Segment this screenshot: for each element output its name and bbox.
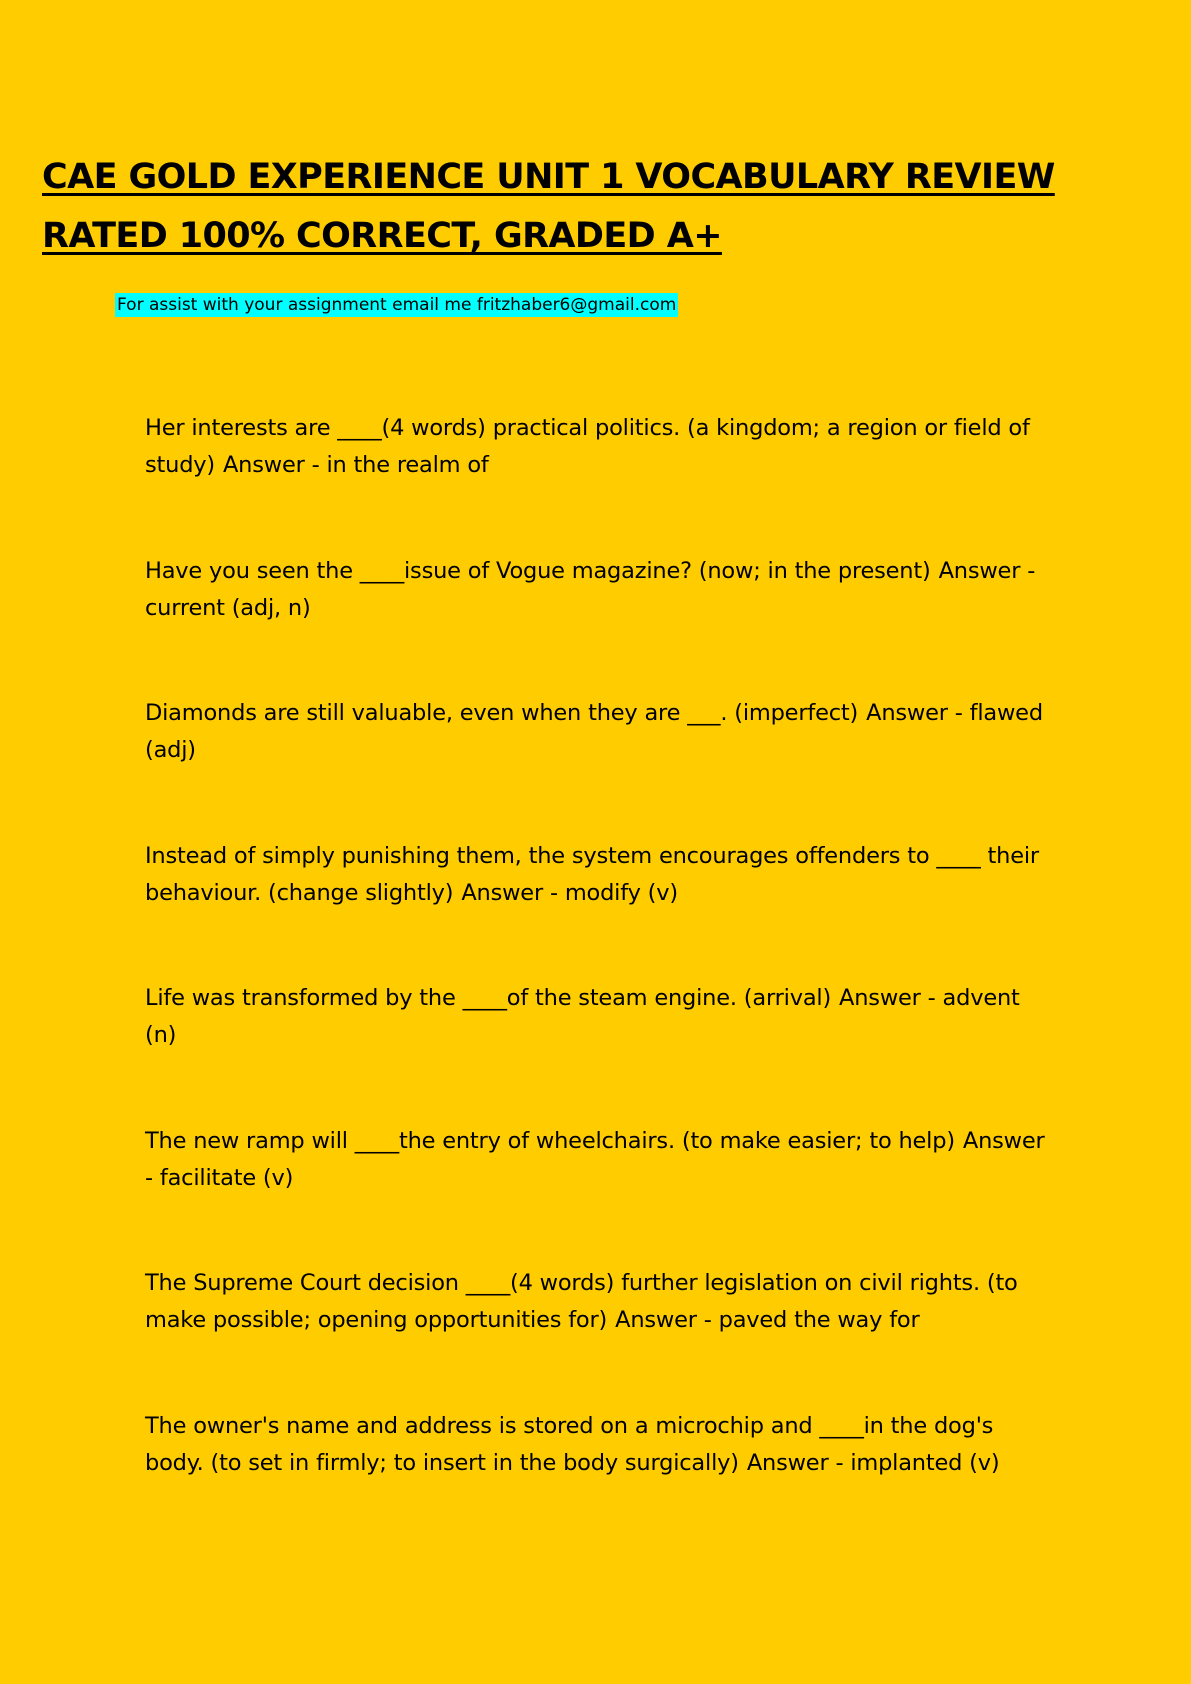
question-prompt: Her interests are ____(4 words) practical politics. (a kingdom; a region or field of study) bbox=[145, 415, 1030, 478]
question-answer: Answer - facilitate (v) bbox=[145, 1127, 1045, 1191]
question-list bbox=[145, 410, 1045, 1550]
contact-note: For assist with your assignment email me fritzhaber6@gmail.com bbox=[117, 295, 677, 315]
document-title bbox=[42, 148, 1162, 266]
question-answer: Answer - in the realm of bbox=[222, 452, 489, 478]
question-item bbox=[145, 838, 1045, 981]
question-answer: Answer - modify (v) bbox=[461, 879, 678, 906]
title-line-1: CAE GOLD EXPERIENCE UNIT 1 VOCABULARY REVIEW bbox=[42, 157, 1055, 197]
question-prompt: The Supreme Court decision ____(4 words) further legislation on civil rights. (to make possible; opening opportunities for) bbox=[145, 1270, 1018, 1333]
question-item bbox=[145, 1408, 1045, 1551]
question-prompt: The new ramp will ____the entry of wheelchairs. (to make easier; to help) bbox=[145, 1127, 955, 1154]
question-item bbox=[145, 695, 1045, 838]
question-prompt: Instead of simply punishing them, the system encourages offenders to ____ their behaviour. (change slightly) bbox=[145, 842, 1039, 906]
question-prompt: Have you seen the ____issue of Vogue magazine? (now; in the present) bbox=[145, 557, 931, 584]
question-prompt: Life was transformed by the ____of the steam engine. (arrival) bbox=[145, 985, 832, 1011]
question-answer: Answer - current (adj, n) bbox=[145, 557, 1036, 621]
question-item bbox=[145, 1123, 1045, 1266]
question-item bbox=[145, 410, 1045, 553]
question-item bbox=[145, 553, 1045, 696]
question-answer: Answer - advent (n) bbox=[145, 985, 1020, 1048]
question-answer: Answer - flawed (adj) bbox=[145, 700, 1043, 763]
question-item bbox=[145, 1265, 1045, 1408]
question-answer: Answer - implanted (v) bbox=[746, 1449, 1000, 1476]
question-item bbox=[145, 980, 1045, 1123]
title-line-2: RATED 100% CORRECT, GRADED A+ bbox=[42, 216, 722, 256]
question-prompt: Diamonds are still valuable, even when they are ___. (imperfect) bbox=[145, 700, 859, 726]
question-prompt: The owner's name and address is stored on a microchip and ____in the dog's body. (to set in firmly; to insert in the body surgically) bbox=[145, 1412, 994, 1476]
question-answer: Answer - paved the way for bbox=[615, 1307, 920, 1333]
